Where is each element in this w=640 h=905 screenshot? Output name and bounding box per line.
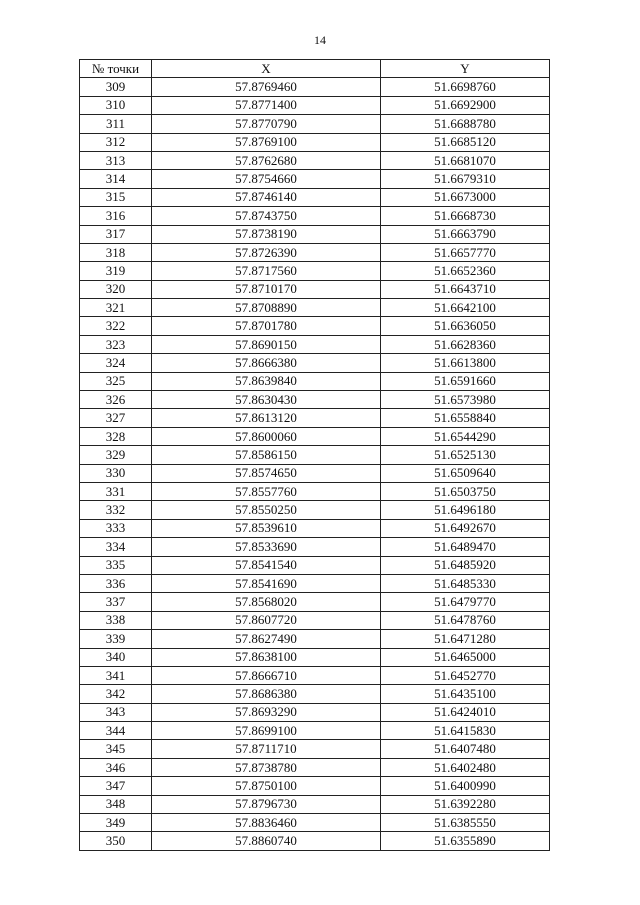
table-row xyxy=(80,556,550,574)
x-coordinate-cell: 57.8769100 xyxy=(152,133,381,151)
point-number-cell: 314 xyxy=(80,170,152,188)
y-coordinate-cell: 51.6692900 xyxy=(381,96,550,114)
table-row xyxy=(80,574,550,592)
y-coordinate-cell: 51.6415830 xyxy=(381,722,550,740)
y-coordinate-cell: 51.6496180 xyxy=(381,501,550,519)
point-number-cell: 321 xyxy=(80,299,152,317)
x-coordinate-cell: 57.8666380 xyxy=(152,354,381,372)
x-coordinate-cell: 57.8600060 xyxy=(152,427,381,445)
point-number-cell: 337 xyxy=(80,593,152,611)
y-coordinate-cell: 51.6489470 xyxy=(381,538,550,556)
point-number-cell: 318 xyxy=(80,243,152,261)
point-number-cell: 334 xyxy=(80,538,152,556)
y-coordinate-cell: 51.6681070 xyxy=(381,151,550,169)
y-coordinate-cell: 51.6673000 xyxy=(381,188,550,206)
table-row xyxy=(80,188,550,206)
point-number-cell: 347 xyxy=(80,777,152,795)
point-number-cell: 309 xyxy=(80,78,152,96)
y-coordinate-cell: 51.6471280 xyxy=(381,630,550,648)
x-coordinate-cell: 57.8699100 xyxy=(152,722,381,740)
x-coordinate-cell: 57.8533690 xyxy=(152,538,381,556)
column-header-point-number: № точки xyxy=(80,60,152,78)
x-coordinate-cell: 57.8771400 xyxy=(152,96,381,114)
y-coordinate-cell: 51.6485920 xyxy=(381,556,550,574)
point-number-cell: 348 xyxy=(80,795,152,813)
point-number-cell: 336 xyxy=(80,574,152,592)
x-coordinate-cell: 57.8860740 xyxy=(152,832,381,850)
point-number-cell: 345 xyxy=(80,740,152,758)
x-coordinate-cell: 57.8693290 xyxy=(152,703,381,721)
x-coordinate-cell: 57.8613120 xyxy=(152,409,381,427)
x-coordinate-cell: 57.8836460 xyxy=(152,814,381,832)
table-row xyxy=(80,538,550,556)
y-coordinate-cell: 51.6479770 xyxy=(381,593,550,611)
point-number-cell: 319 xyxy=(80,262,152,280)
table-row xyxy=(80,427,550,445)
y-coordinate-cell: 51.6668730 xyxy=(381,207,550,225)
point-number-cell: 327 xyxy=(80,409,152,427)
table-row xyxy=(80,280,550,298)
point-number-cell: 341 xyxy=(80,666,152,684)
x-coordinate-cell: 57.8541540 xyxy=(152,556,381,574)
column-header-x: X xyxy=(152,60,381,78)
table-row xyxy=(80,482,550,500)
table-row xyxy=(80,317,550,335)
point-number-cell: 320 xyxy=(80,280,152,298)
x-coordinate-cell: 57.8796730 xyxy=(152,795,381,813)
table-row xyxy=(80,151,550,169)
table-row xyxy=(80,446,550,464)
x-coordinate-cell: 57.8627490 xyxy=(152,630,381,648)
x-coordinate-cell: 57.8539610 xyxy=(152,519,381,537)
y-coordinate-cell: 51.6402480 xyxy=(381,758,550,776)
coordinates-table xyxy=(79,59,550,851)
point-number-cell: 349 xyxy=(80,814,152,832)
table-row xyxy=(80,78,550,96)
y-coordinate-cell: 51.6573980 xyxy=(381,391,550,409)
y-coordinate-cell: 51.6435100 xyxy=(381,685,550,703)
x-coordinate-cell: 57.8630430 xyxy=(152,391,381,409)
y-coordinate-cell: 51.6688780 xyxy=(381,115,550,133)
y-coordinate-cell: 51.6400990 xyxy=(381,777,550,795)
x-coordinate-cell: 57.8711710 xyxy=(152,740,381,758)
point-number-cell: 326 xyxy=(80,391,152,409)
point-number-cell: 310 xyxy=(80,96,152,114)
x-coordinate-cell: 57.8717560 xyxy=(152,262,381,280)
y-coordinate-cell: 51.6509640 xyxy=(381,464,550,482)
y-coordinate-cell: 51.6698760 xyxy=(381,78,550,96)
x-coordinate-cell: 57.8769460 xyxy=(152,78,381,96)
x-coordinate-cell: 57.8690150 xyxy=(152,335,381,353)
point-number-cell: 312 xyxy=(80,133,152,151)
table-row xyxy=(80,722,550,740)
table-row xyxy=(80,243,550,261)
x-coordinate-cell: 57.8586150 xyxy=(152,446,381,464)
table-row xyxy=(80,207,550,225)
table-row xyxy=(80,299,550,317)
x-coordinate-cell: 57.8726390 xyxy=(152,243,381,261)
y-coordinate-cell: 51.6613800 xyxy=(381,354,550,372)
table-row xyxy=(80,262,550,280)
point-number-cell: 335 xyxy=(80,556,152,574)
x-coordinate-cell: 57.8738190 xyxy=(152,225,381,243)
y-coordinate-cell: 51.6663790 xyxy=(381,225,550,243)
table-row xyxy=(80,758,550,776)
x-coordinate-cell: 57.8762680 xyxy=(152,151,381,169)
x-coordinate-cell: 57.8666710 xyxy=(152,666,381,684)
y-coordinate-cell: 51.6424010 xyxy=(381,703,550,721)
y-coordinate-cell: 51.6643710 xyxy=(381,280,550,298)
y-coordinate-cell: 51.6385550 xyxy=(381,814,550,832)
y-coordinate-cell: 51.6492670 xyxy=(381,519,550,537)
point-number-cell: 343 xyxy=(80,703,152,721)
page-number: 14 xyxy=(314,33,326,47)
table-row xyxy=(80,593,550,611)
table-row xyxy=(80,335,550,353)
point-number-cell: 311 xyxy=(80,115,152,133)
y-coordinate-cell: 51.6485330 xyxy=(381,574,550,592)
y-coordinate-cell: 51.6452770 xyxy=(381,666,550,684)
point-number-cell: 316 xyxy=(80,207,152,225)
table-row xyxy=(80,630,550,648)
point-number-cell: 338 xyxy=(80,611,152,629)
table-row xyxy=(80,96,550,114)
table-row xyxy=(80,611,550,629)
table-row xyxy=(80,648,550,666)
x-coordinate-cell: 57.8750100 xyxy=(152,777,381,795)
table-row xyxy=(80,519,550,537)
point-number-cell: 315 xyxy=(80,188,152,206)
point-number-cell: 342 xyxy=(80,685,152,703)
column-header-y: Y xyxy=(381,60,550,78)
y-coordinate-cell: 51.6642100 xyxy=(381,299,550,317)
y-coordinate-cell: 51.6355890 xyxy=(381,832,550,850)
x-coordinate-cell: 57.8550250 xyxy=(152,501,381,519)
y-coordinate-cell: 51.6652360 xyxy=(381,262,550,280)
x-coordinate-cell: 57.8701780 xyxy=(152,317,381,335)
x-coordinate-cell: 57.8568020 xyxy=(152,593,381,611)
x-coordinate-cell: 57.8710170 xyxy=(152,280,381,298)
x-coordinate-cell: 57.8557760 xyxy=(152,482,381,500)
x-coordinate-cell: 57.8639840 xyxy=(152,372,381,390)
point-number-cell: 317 xyxy=(80,225,152,243)
y-coordinate-cell: 51.6679310 xyxy=(381,170,550,188)
x-coordinate-cell: 57.8738780 xyxy=(152,758,381,776)
point-number-cell: 340 xyxy=(80,648,152,666)
point-number-cell: 325 xyxy=(80,372,152,390)
x-coordinate-cell: 57.8574650 xyxy=(152,464,381,482)
point-number-cell: 344 xyxy=(80,722,152,740)
x-coordinate-cell: 57.8607720 xyxy=(152,611,381,629)
point-number-cell: 322 xyxy=(80,317,152,335)
point-number-cell: 324 xyxy=(80,354,152,372)
y-coordinate-cell: 51.6525130 xyxy=(381,446,550,464)
table-row xyxy=(80,409,550,427)
point-number-cell: 333 xyxy=(80,519,152,537)
table-row xyxy=(80,372,550,390)
x-coordinate-cell: 57.8754660 xyxy=(152,170,381,188)
point-number-cell: 332 xyxy=(80,501,152,519)
point-number-cell: 328 xyxy=(80,427,152,445)
point-number-cell: 350 xyxy=(80,832,152,850)
table-row xyxy=(80,501,550,519)
y-coordinate-cell: 51.6503750 xyxy=(381,482,550,500)
table-row xyxy=(80,703,550,721)
table-row xyxy=(80,832,550,850)
y-coordinate-cell: 51.6636050 xyxy=(381,317,550,335)
table-row xyxy=(80,225,550,243)
table-row xyxy=(80,133,550,151)
x-coordinate-cell: 57.8541690 xyxy=(152,574,381,592)
x-coordinate-cell: 57.8638100 xyxy=(152,648,381,666)
table-body xyxy=(80,78,550,850)
y-coordinate-cell: 51.6392280 xyxy=(381,795,550,813)
point-number-cell: 323 xyxy=(80,335,152,353)
y-coordinate-cell: 51.6685120 xyxy=(381,133,550,151)
table-row xyxy=(80,685,550,703)
table-row xyxy=(80,814,550,832)
y-coordinate-cell: 51.6465000 xyxy=(381,648,550,666)
point-number-cell: 331 xyxy=(80,482,152,500)
table-row xyxy=(80,464,550,482)
x-coordinate-cell: 57.8746140 xyxy=(152,188,381,206)
table-row xyxy=(80,170,550,188)
table-row xyxy=(80,777,550,795)
point-number-cell: 346 xyxy=(80,758,152,776)
table-header-row xyxy=(80,60,550,78)
table-row xyxy=(80,354,550,372)
y-coordinate-cell: 51.6628360 xyxy=(381,335,550,353)
y-coordinate-cell: 51.6407480 xyxy=(381,740,550,758)
table-row xyxy=(80,795,550,813)
table-row xyxy=(80,740,550,758)
y-coordinate-cell: 51.6591660 xyxy=(381,372,550,390)
y-coordinate-cell: 51.6478760 xyxy=(381,611,550,629)
point-number-cell: 329 xyxy=(80,446,152,464)
y-coordinate-cell: 51.6657770 xyxy=(381,243,550,261)
point-number-cell: 339 xyxy=(80,630,152,648)
table-row xyxy=(80,391,550,409)
y-coordinate-cell: 51.6544290 xyxy=(381,427,550,445)
x-coordinate-cell: 57.8708890 xyxy=(152,299,381,317)
point-number-cell: 313 xyxy=(80,151,152,169)
table-row xyxy=(80,115,550,133)
y-coordinate-cell: 51.6558840 xyxy=(381,409,550,427)
table-row xyxy=(80,666,550,684)
x-coordinate-cell: 57.8686380 xyxy=(152,685,381,703)
x-coordinate-cell: 57.8770790 xyxy=(152,115,381,133)
x-coordinate-cell: 57.8743750 xyxy=(152,207,381,225)
point-number-cell: 330 xyxy=(80,464,152,482)
